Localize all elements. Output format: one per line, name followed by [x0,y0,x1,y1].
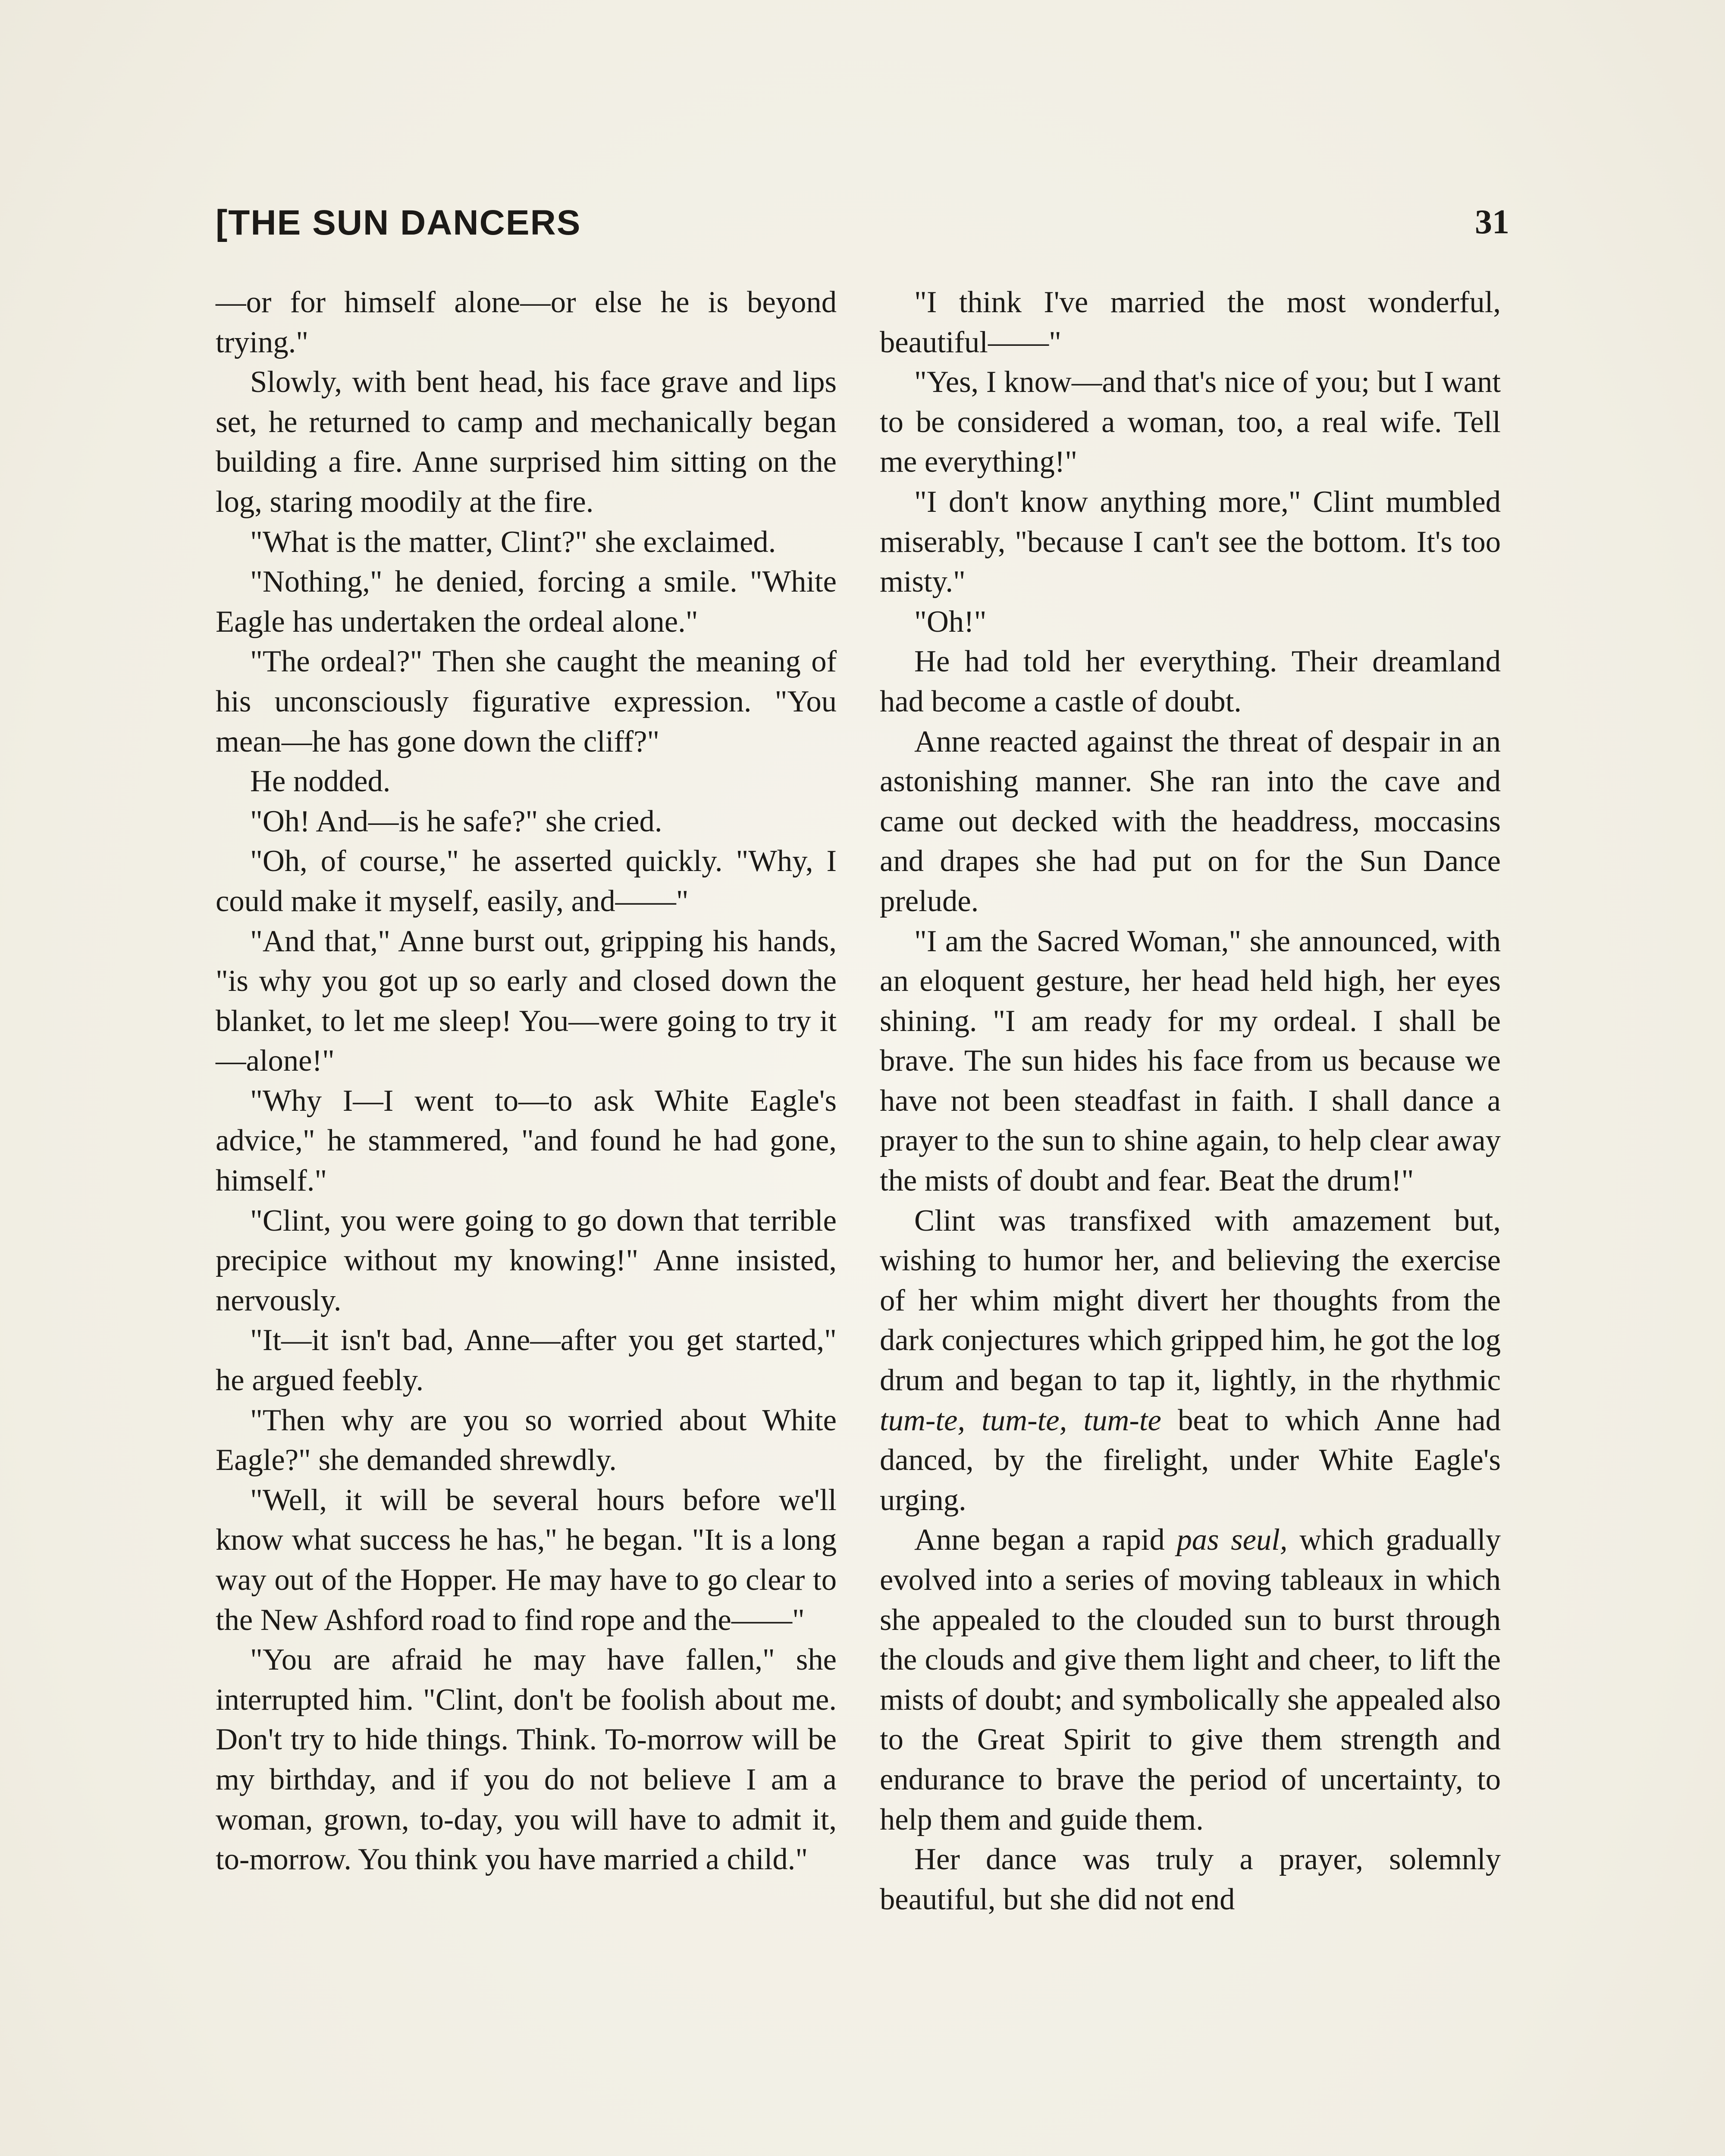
paragraph: "The ordeal?" Then she caught the meaning of his unconsciously figurative expression. "You mean—he has gone down the cliff?" [216,645,837,758]
paragraph: "Oh, of course," he asserted quickly. "Why, I could make it myself, easily, and——" [216,844,837,918]
paragraph: Slowly, with bent head, his face grave and lips set, he returned to camp and mechanically began building a fire. Anne surprised him sitting on the log, staring moodily at the fire. [216,365,837,519]
text-run: beat to which Anne had danced, by the firelight, under White Eagle's urging. [880,1403,1501,1517]
running-head [216,203,1509,254]
paragraph: "I don't know anything more," Clint mumbled miserably, "because I can't see the bottom. It's too misty." [880,485,1501,599]
paragraph: "Oh!" [914,605,987,639]
left-column [216,282,837,1880]
paragraph: "Why I—I went to—to ask White Eagle's advice," he stammered, "and found he had gone, himself." [216,1084,837,1198]
paragraph: "Nothing," he denied, forcing a smile. "White Eagle has undertaken the ordeal alone." [216,565,837,639]
paragraph: Anne reacted against the threat of despair in an astonishing manner. She ran into the cave and came out decked with the headdress, moccasins and drapes she had put on for the Sun Dance prelude. [880,724,1501,918]
paragraph: He nodded. [250,765,391,799]
paragraph: "What is the matter, Clint?" she exclaimed. [250,525,776,559]
paragraph: "And that," Anne burst out, gripping his hands, "is why you got up so early and closed down the blanket, to let me sleep! You—were going to try it—alone!" [216,924,837,1078]
italic-text: pas seul, [1176,1523,1288,1557]
paragraph: "It—it isn't bad, Anne—after you get started," he argued feebly. [216,1323,837,1398]
paragraph: "Well, it will be several hours before we'll know what success he has," he began. "It is a long way out of the Hopper. He may have to go clear to the New Ashford road to find rope and the——" [216,1483,837,1637]
right-column [880,282,1501,1919]
paragraph: Her dance was truly a prayer, solemnly beautiful, but she did not end [880,1843,1501,1916]
text-run: Anne began a rapid [914,1523,1177,1557]
page-number: 31 [1475,203,1509,241]
paragraph: "Oh! And—is he safe?" she cried. [250,804,662,838]
paragraph: "Clint, you were going to go down that terrible precipice without my knowing!" Anne insisted, nervously. [216,1203,837,1317]
text-run: which gradually evolved into a series of moving tableaux in which she appealed to the clouded sun to burst through the clouds and give them light and cheer, to lift the mists of doubt; and symbolically she appealed also to the Great Spirit to give them strength and endurance to brave the period of uncertainty, to help them and guide them. [880,1523,1501,1836]
paragraph: "Yes, I know—and that's nice of you; but I want to be considered a woman, too, a real wife. Tell me everything!" [880,365,1501,479]
paragraph: —or for himself alone—or else he is beyond trying." [216,285,837,359]
running-title: [THE SUN DANCERS [216,203,581,242]
paragraph: "I think I've married the most wonderful, beautiful——" [880,285,1501,359]
paragraph: "Then why are you so worried about White Eagle?" she demanded shrewdly. [216,1403,837,1477]
paragraph [880,1520,1501,1839]
text-run: Clint was transfixed with amazement but, wishing to humor her, and believing the exercise of her whim might divert her thoughts from the dark conjectures which gripped him, he got the log drum and began to tap it, lightly, in the rhythmic [880,1203,1501,1398]
paragraph [880,1201,1501,1520]
paragraph: He had told her everything. Their dreamland had become a castle of doubt. [880,645,1501,718]
paragraph: "I am the Sacred Woman," she announced, with an eloquent gesture, her head held high, her eyes shining. "I am ready for my ordeal. I shall be brave. The sun hides his face from us because we have not been steadfast in faith. I shall dance a prayer to the sun to shine again, to help clear away the mists of doubt and fear. Beat the drum!" [880,924,1501,1198]
paragraph: "You are afraid he may have fallen," she interrupted him. "Clint, don't be foolish about me. Don't try to hide things. Think. To-morrow will be my birthday, and if you do not believe I am a woman, grown, to-day, you will have to admit it, to-morrow. You think you have married a child." [216,1643,837,1877]
italic-text: tum-te, tum-te, tum-te [880,1403,1161,1437]
